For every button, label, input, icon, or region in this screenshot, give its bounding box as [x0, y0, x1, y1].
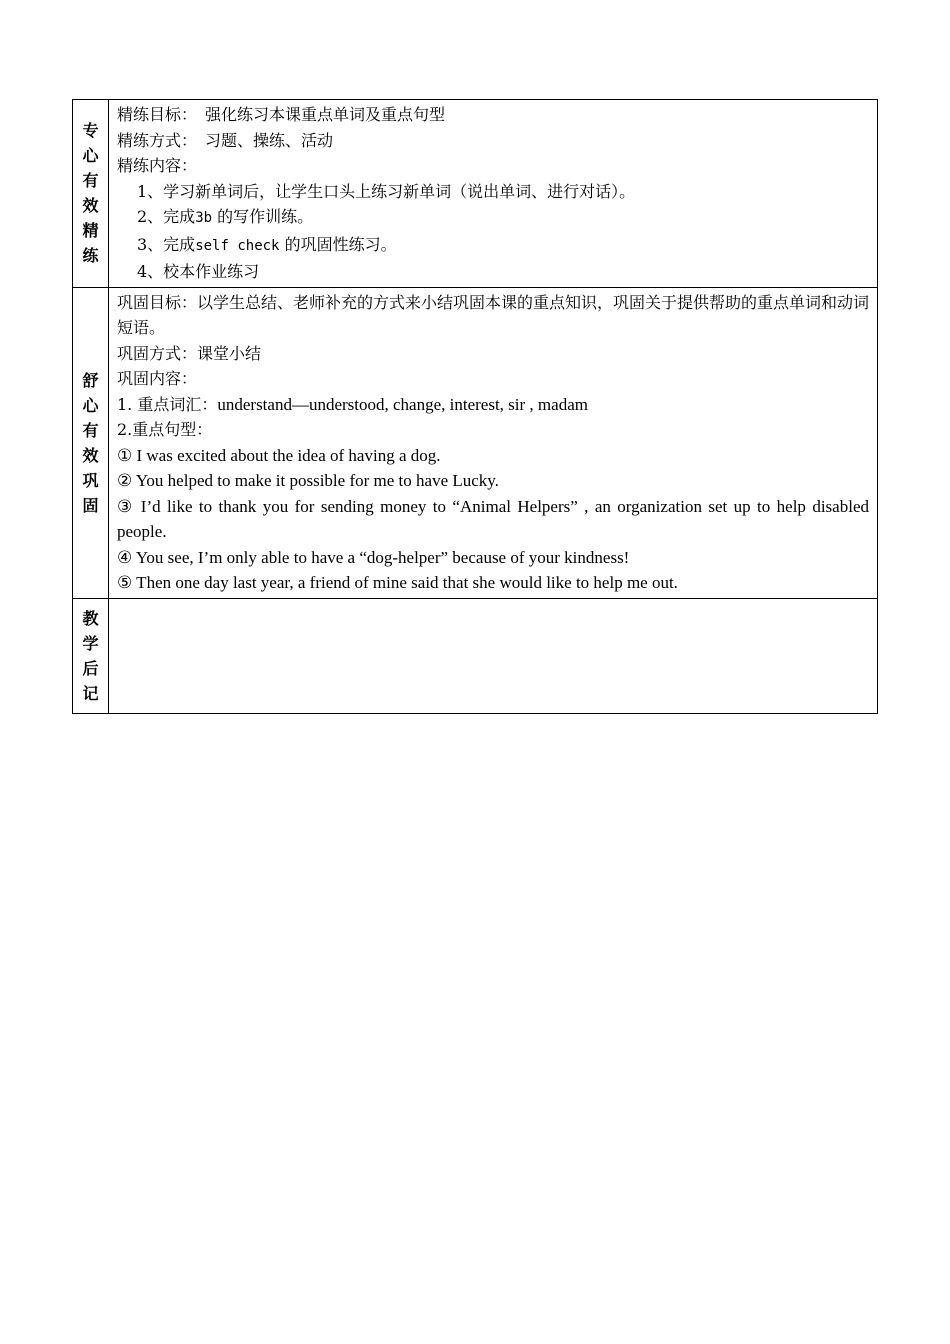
- key-sentence: ⑤ Then one day last year, a friend of mine said that she would like to help me out.: [117, 573, 678, 592]
- teaching-notes-area: [109, 598, 878, 713]
- key-vocabulary: 1. 重点词汇：understand—understood, change, interest, sir , madam: [117, 394, 588, 414]
- section-teaching-notes: [73, 598, 878, 713]
- section-content: [109, 100, 878, 288]
- practice-item: 4、校本作业练习: [137, 262, 260, 281]
- section-label: 教 学 后 记: [73, 598, 109, 713]
- practice-method: 精练方式： 习题、操练、活动: [117, 130, 334, 150]
- section-label: 舒 心 有 效 巩 固: [73, 287, 109, 598]
- section-label: 专 心 有 效 精 练: [73, 100, 109, 288]
- practice-item: 2、完成3b 的写作训练。: [137, 207, 314, 226]
- practice-item: 1、学习新单词后，让学生口头上练习新单词（说出单词、进行对话）。: [137, 181, 636, 201]
- consolidation-method: 巩固方式：课堂小结: [117, 343, 262, 363]
- practice-content-title: 精练内容：: [117, 156, 198, 175]
- lesson-plan-table: [72, 99, 878, 714]
- consolidation-goal: 巩固目标：以学生总结、老师补充的方式来小结巩固本课的重点知识，巩固关于提供帮助的重点单词和动词短语。: [117, 292, 870, 337]
- key-sentences-title: 2.重点句型：: [117, 420, 213, 439]
- key-sentence: ④ You see, I’m only able to have a “dog-helper” because of your kindness!: [117, 547, 630, 567]
- section-content: [109, 287, 878, 598]
- consolidation-content-title: 巩固内容：: [117, 369, 198, 388]
- section-consolidation: [73, 287, 878, 598]
- key-sentence: ③ I’d like to thank you for sending money to “Animal Helpers” , an organization set up to help disabled people.: [117, 496, 869, 541]
- key-sentence: ① I was excited about the idea of having a dog.: [117, 445, 441, 465]
- practice-goal: 精练目标： 强化练习本课重点单词及重点句型: [117, 105, 446, 124]
- practice-item: 3、完成self check 的巩固性练习。: [137, 234, 397, 254]
- section-intensive-practice: [73, 100, 878, 288]
- key-sentence: ② You helped to make it possible for me to have Lucky.: [117, 471, 499, 490]
